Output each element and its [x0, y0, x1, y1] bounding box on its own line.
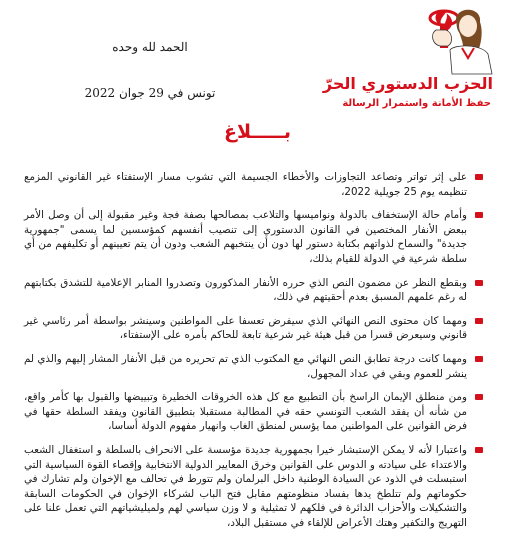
bullet-icon: [475, 394, 483, 400]
party-slogan: حفظ الأمانة واستمرار الرسالة: [342, 98, 491, 109]
hamd-line: الحمد لله وحده: [112, 40, 188, 54]
party-logo-icon: [290, 4, 495, 76]
paragraph-text: وأمام حالة الإستخفاف بالدولة ونواميسها والتلاعب بمصالحها بصفة فجة وغير مقبولة إلى أن وصل الأمر ببعض الأنفار المختصين في القانون الدستوري إلى تنصيب أنفسهم كمؤسسين لما يسمى "جمهورية جديدة" والسماح لذواتهم بكتابة دستور لها دون أن ينتخبهم الشعب ودون أن يتم تعيينهم أو تكليفهم من أي سلطة شرعية في الدولة للقيام بذلك،: [24, 209, 467, 265]
paragraph-text: واعتبارا لأنه لا يمكن الإستبشار خيرا بجمهورية جديدة مؤسسة على الانحراف بالسلطة و استغفال الشعب والاعتداء على سيادته و الدوس على القوانين وخرق المعايير الدولية الانتخابية وإقصاء القوة السياسية التي استبسلت في الذود عن السيادة الوطنية داخل البرلمان ولم تتورط في تحالف مع الإخوان ولم تشارك في حكوماتهم ولم تتلطخ يدها بفساد منظومتهم مقابل فتح الباب لشركاء الإخوان في الحكومات السابقة والتشكيلات والأحزاب الدائرة في فلكهم لا تمثيلية و لا وزن سياسي لهم ولميليشياتهم التي تعمل علنا على التهريج والتكفير وهتك الأعراض للإلقاء في مستقبل البلاد،: [24, 443, 467, 529]
paragraph: [24, 170, 467, 199]
paragraph: [24, 314, 467, 343]
paragraph: [24, 352, 467, 381]
paragraph: [24, 443, 467, 531]
bullet-icon: [475, 447, 483, 453]
paragraph-text: ومهما كان محتوى النص النهائي الذي سيفرض تعسفا على المواطنين وسينشر بواسطة أمر رئاسي غير قانوني وسيعرض قسرا من قبل هيئة غير شرعية تابعة للحاكم بأمره على الإستفتاء،: [24, 314, 467, 342]
paragraph-text: على إثر تواتر وتصاعد التجاوزات والأخطاء الجسيمة التي تشوب مسار الإستفتاء غير القانوني المزمع تنظيمه يوم 25 جويلية 2022،: [24, 171, 467, 198]
paragraph: [24, 390, 467, 434]
party-name: الحزب الدستوري الحرّ: [322, 74, 493, 93]
bullet-icon: [475, 212, 483, 218]
party-logo-block: [290, 4, 495, 114]
communique-title: بـــــلاغ: [223, 121, 291, 143]
bullet-icon: [475, 318, 483, 324]
bullet-icon: [475, 174, 483, 180]
date-line: تونس في 29 جوان 2022: [84, 86, 216, 100]
paragraph-text: ومهما كانت درجة تطابق النص النهائي مع المكتوب الذي تم تحريره من قبل الأنفار المشار إليهم والذي لم ينشر للعموم وبقي في عداد المجهول،: [24, 352, 467, 380]
header-left: [30, 40, 270, 100]
bullet-icon: [475, 356, 483, 362]
paragraph: [24, 276, 467, 305]
paragraph-text: وبقطع النظر عن مضمون النص الذي حرره الأنفار المذكورون وتصدروا المنابر الإعلامية للتشدق بكتابتهم له رغم علمهم المسبق بعدم أحقيتهم في ذلك،: [24, 276, 467, 304]
paragraph: [24, 208, 467, 266]
communique-body: [24, 170, 485, 539]
bullet-icon: [475, 280, 483, 286]
paragraph-text: ومن منطلق الإيمان الراسخ بأن التطبيع مع كل هذه الخروقات الخطيرة وتبييضها والقبول بها كأمر واقع، من شأنه أن يفقد الشعب التونسي حقه في المطالبة مستقبلا بتطبيق القانون ويفقد السلطة حقها في فرض القوانين على المواطنين مما يؤسس لمنطق الغاب وانهيار مفهوم الدولة أساسا،: [24, 391, 467, 433]
